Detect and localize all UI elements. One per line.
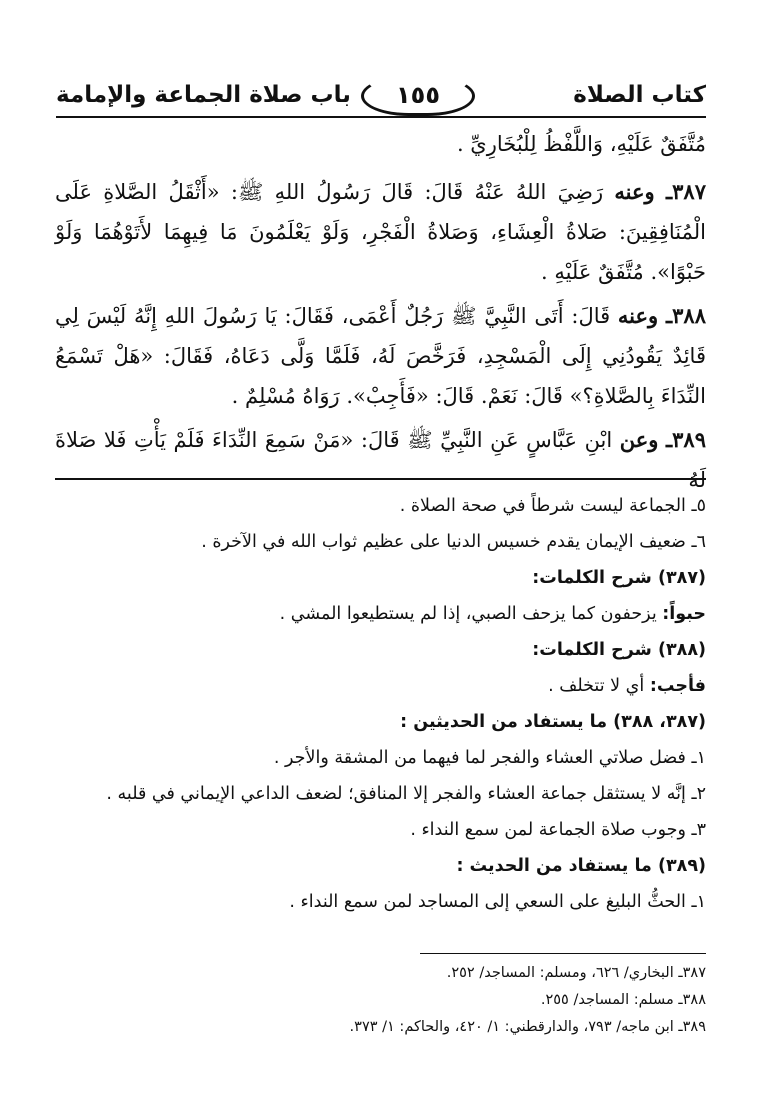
footnote: ٣٨٩ـ ابن ماجه/ ٧٩٣، والدارقطني: ١/ ٤٢٠، والحاكم: ١/ ٣٧٣. xyxy=(349,1019,706,1035)
book-title: كتاب الصلاة xyxy=(573,82,706,108)
defined-word: فأجب: xyxy=(649,676,706,696)
hadith-intro: وعن xyxy=(619,427,659,452)
page-header xyxy=(56,74,706,118)
continuation-text: مُتَّفَقٌ عَلَيْهِ، وَاللَّفْظُ لِلْبُخَارِيِّ . xyxy=(456,132,706,156)
note-line: ٥ـ الجماعة ليست شرطاً في صحة الصلاة . xyxy=(399,496,706,516)
chapter-title: باب صلاة الجماعة والإمامة xyxy=(56,82,351,108)
footnotes xyxy=(55,960,706,1041)
word-definition xyxy=(55,596,706,632)
hadith-intro: وعنه xyxy=(614,179,655,204)
section-heading: (٣٨٩) ما يستفاد من الحديث : xyxy=(456,856,706,876)
benefit-item: ١ـ فضل صلاتي العشاء والفجر لما فيهما من المشقة والأجر . xyxy=(273,748,706,768)
hadith-number: ٣٨٩ـ xyxy=(666,427,706,452)
header-rule xyxy=(56,116,706,118)
hadith-text: رَضِيَ اللهُ عَنْهُ قَالَ: قَالَ رَسُولُ اللهِ ﷺ: «أَثْقَلُ الصَّلاةِ عَلَى الْمُنَافِقِينَ: صَلاةُ الْعِشَاءِ، وَصَلاةُ الْفَجْرِ، وَلَوْ يَعْلَمُونَ مَا فِيهِمَا لأَتَوْهُمَا وَلَوْ حَبْوًا». مُتَّفَقٌ عَلَيْهِ . xyxy=(55,180,706,284)
continuation-line xyxy=(55,124,706,164)
definition-text: أي لا تتخلف . xyxy=(548,676,645,696)
benefit-item: ٢ـ إنَّه لا يستثقل جماعة العشاء والفجر إلا المنافق؛ لضعف الداعي الإيماني في قلبه . xyxy=(106,784,706,804)
section-heading: (٣٨٧) شرح الكلمات: xyxy=(532,568,706,588)
page-number: ١٥٥ xyxy=(361,76,475,116)
footnote-divider xyxy=(420,953,706,954)
commentary xyxy=(55,488,706,920)
benefit-item: ٣ـ وجوب صلاة الجماعة لمن سمع النداء . xyxy=(410,820,706,840)
section-heading: (٣٨٨) شرح الكلمات: xyxy=(532,640,706,660)
defined-word: حبواً: xyxy=(662,604,706,624)
footnote: ٣٨٨ـ مسلم: المساجد/ ٢٥٥. xyxy=(540,992,706,1008)
hadith-text: قَالَ: أَتَى النَّبِيَّ ﷺ رَجُلٌ أَعْمَى، فَقَالَ: يَا رَسُولَ اللهِ إِنَّهُ لَيْسَ لِي قَائِدٌ يَقُودُنِي إِلَى الْمَسْجِدِ، فَرَخَّصَ لَهُ، فَلَمَّا وَلَّى دَعَاهُ، فَقَالَ: «هَلْ تَسْمَعُ النِّدَاءَ بِالصَّلاةِ؟» قَالَ: نَعَمْ. قَالَ: «فَأَجِبْ». رَوَاهُ مُسْلِمٌ . xyxy=(55,304,706,408)
definition-text: يزحفون كما يزحف الصبي، إذا لم يستطيعوا المشي . xyxy=(279,604,657,624)
hadith-number: ٣٨٧ـ xyxy=(666,179,706,204)
note-line: ٦ـ ضعيف الإيمان يقدم خسيس الدنيا على عظيم ثواب الله في الآخرة . xyxy=(201,532,706,552)
footnote: ٣٨٧ـ البخاري/ ٦٢٦، ومسلم: المساجد/ ٢٥٢. xyxy=(446,965,706,981)
section-divider xyxy=(55,478,706,480)
hadith-text: ابْنِ عَبَّاسٍ عَنِ النَّبِيِّ ﷺ قَالَ: «مَنْ سَمِعَ النِّدَاءَ فَلَمْ يَأْتِ فَلا صَلاةَ لَهُ xyxy=(55,428,706,492)
hadith-number: ٣٨٨ـ xyxy=(665,303,706,328)
hadith-388 xyxy=(55,296,706,416)
hadith-intro: وعنه xyxy=(617,303,659,328)
hadith-387 xyxy=(55,172,706,292)
word-definition xyxy=(55,668,706,704)
benefit-item: ١ـ الحثُّ البليغ على السعي إلى المساجد لمن سمع النداء . xyxy=(289,892,706,912)
section-heading: (٣٨٧، ٣٨٨) ما يستفاد من الحديثين : xyxy=(400,712,706,732)
